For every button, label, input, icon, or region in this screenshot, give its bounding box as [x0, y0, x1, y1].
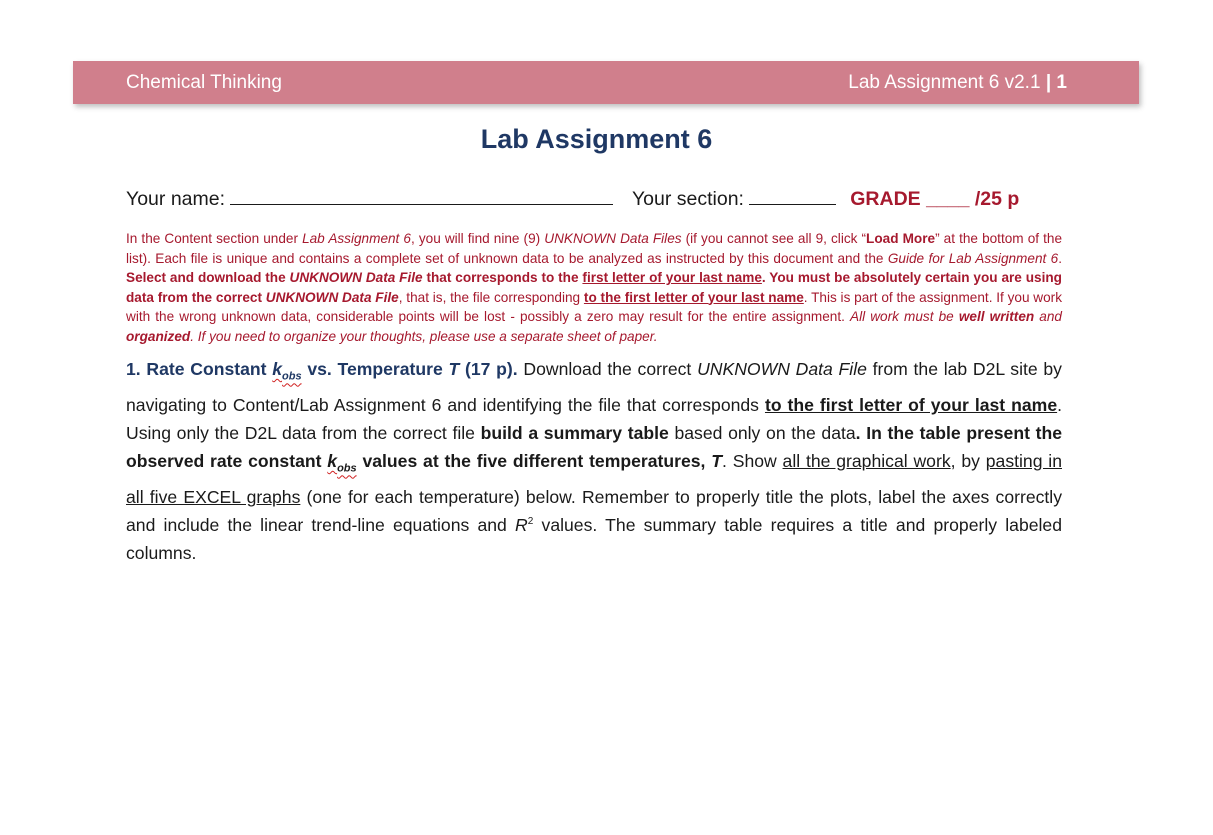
intro-text: that corresponds to the	[422, 270, 583, 285]
intro-text: . This is part of the assignment. If you work with the wrong unknown data, considerable points will be lost - possibly a zero may result for the entire assignment.	[126, 289, 1062, 324]
q1-text: Download the correct	[517, 359, 698, 379]
course-title: Chemical Thinking	[126, 72, 282, 93]
intro-text: Load More	[866, 231, 936, 246]
page-header	[73, 61, 1139, 104]
assignment-version: Lab Assignment 6 v2.1	[848, 72, 1041, 93]
q1-text: all the graphical work	[782, 451, 951, 472]
q1-heading: 1. Rate Constant	[126, 359, 273, 379]
grade-blank: ____	[926, 188, 970, 210]
q1-heading: k	[272, 359, 283, 379]
q1-text: k	[327, 451, 338, 472]
intro-paragraph	[126, 229, 1062, 346]
q1-text: pasting in all five EXCEL graphs	[126, 451, 1062, 507]
intro-text: to the first letter of your last name	[583, 289, 804, 305]
q1-text: 2	[527, 516, 534, 528]
q1-text: to the first letter of your last name	[764, 394, 1058, 415]
intro-text: organized	[126, 328, 191, 344]
intro-text: , that is, the file corresponding	[398, 289, 584, 305]
header-right	[848, 72, 1067, 94]
q1-text: obs	[337, 462, 357, 475]
q1-text: build a summary table	[480, 422, 669, 443]
q1-text: . Using only the D2L data from the correct file	[126, 394, 1062, 443]
page-number: 1	[1056, 72, 1067, 93]
intro-text: UNKNOWN Data File	[289, 270, 423, 285]
grade-total: /25 p	[974, 188, 1020, 210]
grade-label: GRADE	[850, 188, 921, 210]
intro-text: UNKNOWN Data Files	[544, 231, 682, 246]
header-separator: |	[1045, 72, 1052, 93]
intro-text: . If you need to organize your thoughts, please use a separate sheet of paper.	[190, 328, 658, 344]
name-field[interactable]	[230, 186, 613, 205]
q1-text: values at the five different temperatures,	[356, 451, 712, 472]
intro-text: .	[1058, 250, 1062, 266]
intro-text: well written	[958, 309, 1035, 324]
intro-text: ” at the bottom of the list). Each file is unique and contains a complete set of unknown data to be analyzed as instructed by this document and the	[126, 231, 1063, 266]
intro-text: first letter of your last name	[582, 270, 762, 285]
q1-text: T	[711, 451, 722, 472]
intro-text: , you will find nine (9)	[410, 231, 545, 246]
intro-text: UNKNOWN Data File	[265, 289, 399, 305]
q1-text: from the lab D2L site by navigating to Content/Lab Assignment 6 and identifying the file that corresponds	[126, 359, 1062, 415]
page-title: Lab Assignment 6	[480, 124, 713, 154]
q1-text: based only on the data	[668, 422, 856, 443]
intro-text: and	[1034, 309, 1062, 324]
q1-heading: (17 p).	[459, 359, 518, 379]
q1-text: . In the table present the observed rate constant	[126, 422, 1063, 472]
intro-text: All work must be	[850, 309, 959, 324]
q1-text: R	[515, 515, 528, 536]
intro-text: Guide for Lab Assignment 6	[887, 250, 1059, 266]
q1-heading: vs. Temperature	[301, 359, 449, 379]
intro-text: . You must be absolutely certain you are using data from the correct	[126, 270, 1062, 305]
intro-text: Select and download the	[126, 270, 290, 285]
q1-text: . Show	[722, 451, 783, 472]
q1-text: , by	[950, 451, 986, 472]
q1-text: (one for each temperature) below. Remember to properly title the plots, label the axes correctly and include the linear trend-line equations and	[126, 486, 1063, 536]
q1-text: values. The summary table requires a title and properly labeled columns.	[126, 515, 1062, 564]
name-section-grade-line	[126, 186, 1066, 211]
intro-text: In the Content section under	[126, 231, 303, 246]
name-label: Your name:	[126, 188, 226, 210]
q1-text: UNKNOWN Data File	[697, 359, 867, 379]
question-1	[126, 355, 1062, 567]
intro-text: (if you cannot see all 9, click “	[681, 231, 867, 246]
q1-heading: obs	[282, 370, 302, 383]
section-field[interactable]	[749, 186, 836, 205]
section-label: Your section:	[631, 188, 744, 210]
q1-heading: T	[448, 359, 460, 379]
intro-text: Lab Assignment 6	[302, 231, 411, 246]
